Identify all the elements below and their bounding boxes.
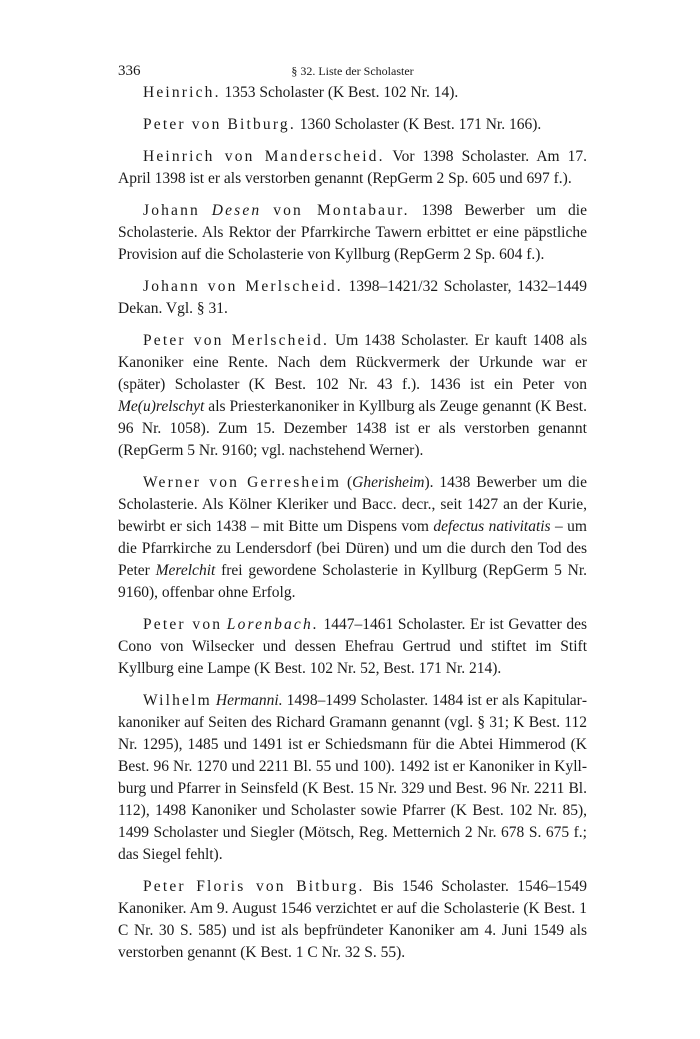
entry-name: Heinrich. <box>143 84 221 101</box>
entry-name-italic: Desen <box>211 202 262 219</box>
entry-text-italic: defectus nativitatis <box>433 518 551 535</box>
entry-peter-von-merlscheid <box>118 330 587 462</box>
entry-text: Vor 1398 Scholaster. Am 17. April 1398 ist er als verstorben genannt (RepGerm 2 Sp. 605 und 697 f.). <box>118 148 587 187</box>
entry-werner-von-gerresheim <box>118 472 587 604</box>
entry-text: – um die Pfarrkirche zu Lendersdorf (bei Düren) und um die durch den Tod des Peter <box>118 518 587 579</box>
entry-name: Johann von Merlscheid. <box>143 278 343 295</box>
entry-name: Peter von Bitburg. <box>143 116 296 133</box>
entry-peter-von-lorenbach <box>118 614 587 680</box>
entry-heinrich-von-manderscheid <box>118 146 587 190</box>
entry-wilhelm-hermanni <box>118 690 587 866</box>
page-number: 336 <box>118 63 141 79</box>
running-title: § 32. Liste der Scholaster <box>291 64 414 78</box>
entry-name: Werner von Gerresheim <box>143 474 342 491</box>
entry-name: Wilhelm <box>143 692 212 709</box>
entry-text: ( <box>341 474 353 491</box>
entry-name: Peter von <box>143 616 223 633</box>
entry-text-italic: Merelchit <box>155 562 216 579</box>
entry-johann-von-merlscheid <box>118 276 587 320</box>
entry-name: Peter Floris von Bitburg. <box>143 878 365 895</box>
entry-text: 1447–1461 Scholaster. Er ist Gevatter des Cono von Wilsecker und dessen Ehefrau Gertrud und stiftet im Stift Kyllburg eine Lampe (K Best. 102 Nr. 52, Best. 171 Nr. 214). <box>118 616 587 677</box>
entry-name-italic: Hermanni. <box>215 692 283 709</box>
entry-text: als Priesterkanoniker in Kyllburg als Zeuge genannt (K Best. 96 Nr. 1058). Zum 15. Dezember 1438 ist er als verstorben genannt (RepGerm 5 Nr. 9160; vgl. nachstehend Werner). <box>118 398 587 459</box>
document-page <box>118 60 587 974</box>
entry-name: Peter von Merlscheid. <box>143 332 330 349</box>
entry-name: von Montabaur. <box>273 202 410 219</box>
entry-text: 1353 Scholaster (K Best. 102 Nr. 14). <box>220 84 459 101</box>
entry-johann-desen <box>118 200 587 266</box>
entry-text: ). 1438 Bewerber um die Scholasterie. Als Kölner Kleriker und Bacc. decr., seit 1427 an der Kurie, bewirbt er sich 1438 – mit Bitte um Dispens vom <box>118 474 587 535</box>
entry-text: 1498–1499 Scholaster. 1484 ist er als Kapitularkanoniker auf Seiten des Richard Gramann genannt (vgl. § 31; K Best. 112 Nr. 1295), 1485 und 1491 ist er Schiedsmann für die Abtei Himmerod (K Best. 96 Nr. 1270 und 2211 Bl. 55 und 100). 1492 ist er Kanoniker in Kyllburg und Pfarrer in Seinsfeld (K Best. 15 Nr. 329 und Best. 96 Nr. 2211 Bl. 112), 1498 Kanoniker und Scholaster sowie Pfarrer (K Best. 102 Nr. 85), 1499 Scholaster und Siegler (Mötsch, Reg. Metternich 2 Nr. 678 S. 675 f.; das Siegel fehlt). <box>118 692 587 863</box>
entry-text: 1398–1421/32 Scholaster, 1432–1449 Dekan. Vgl. § 31. <box>118 278 587 317</box>
entry-name: Johann <box>143 202 200 219</box>
entry-text-italic: Me(u)relschyt <box>118 398 205 415</box>
page-header <box>118 60 587 82</box>
entry-name: Heinrich von Manderscheid. <box>143 148 385 165</box>
entry-text: Um 1438 Scholaster. Er kauft 1408 als Kanoniker eine Rente. Nach dem Rückvermerk der Urkunde war er (später) Scholaster (K Best. 102 Nr. 43 f.). 1436 ist ein Peter von <box>118 332 587 393</box>
entry-text: frei gewordene Scholasterie in Kyllburg (RepGerm 5 Nr. 9160), offenbar ohne Erfolg. <box>118 562 587 601</box>
entry-text-italic: Gherisheim <box>352 474 425 491</box>
entry-text: 1398 Bewerber um die Scholasterie. Als Rektor der Pfarrkirche Tawern erbittet er eine päpstliche Provision auf die Scholasterie von Kyllburg (RepGerm 2 Sp. 604 f.). <box>118 202 587 263</box>
entry-peter-floris-von-bitburg <box>118 876 587 964</box>
entry-heinrich <box>118 82 587 104</box>
entry-text: 1360 Scholaster (K Best. 171 Nr. 166). <box>295 116 542 133</box>
entry-name-italic: Lorenbach. <box>226 616 319 633</box>
entry-peter-von-bitburg <box>118 114 587 136</box>
entry-text: Bis 1546 Scholaster. 1546–1549 Kanoniker. Am 9. August 1546 verzichtet er auf die Scholasterie (K Best. 1 C Nr. 30 S. 585) und ist als bepfründeter Kanoniker am 4. Juni 1549 als verstorben genannt (K Best. 1 C Nr. 32 S. 55). <box>118 878 588 961</box>
